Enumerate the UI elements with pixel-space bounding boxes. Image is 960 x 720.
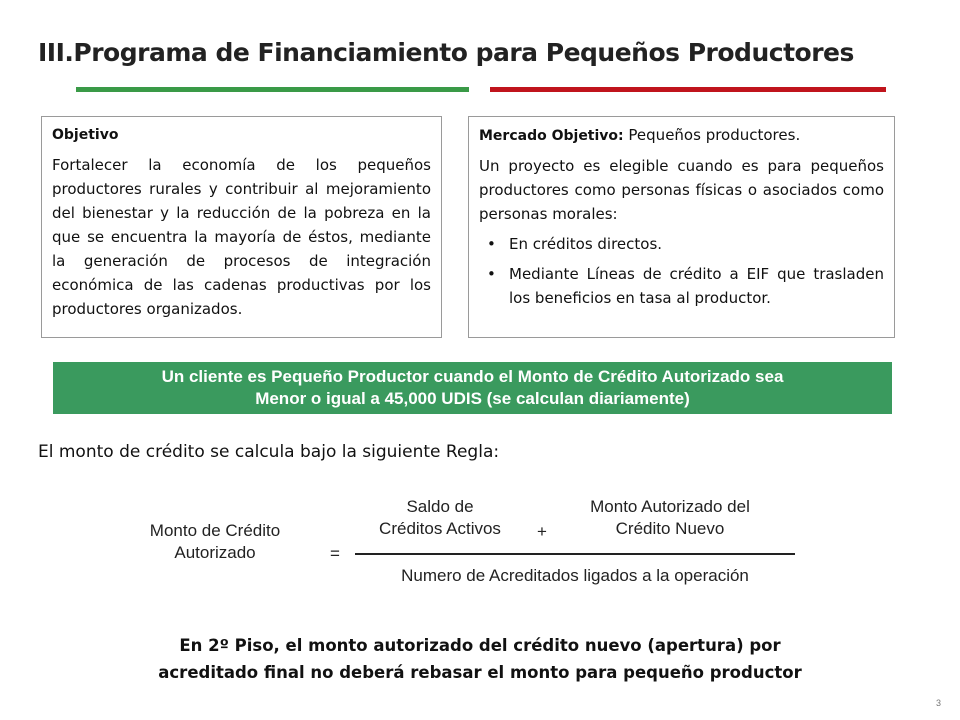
- mercado-text: Un proyecto es elegible cuando es para pequeños productores como personas físicas o asociados como personas morales:: [479, 157, 884, 223]
- formula-numerator-saldo: [355, 496, 525, 540]
- segundo-piso-note: [80, 632, 880, 686]
- formula-denominator: Numero de Acreditados ligados a la operación: [401, 566, 749, 585]
- segundo-piso-line-1: En 2º Piso, el monto autorizado del crédito nuevo (apertura) por: [179, 636, 781, 655]
- page-title: III.Programa de Financiamiento para Pequeños Productores: [38, 38, 854, 67]
- formula-numerator-monto: [560, 496, 780, 540]
- rule-intro-text: El monto de crédito se calcula bajo la siguiente Regla:: [38, 442, 500, 462]
- mercado-bullet-lineas: • Mediante Líneas de crédito a EIF que trasladen los beneficios en tasa al productor.: [509, 262, 884, 310]
- segundo-piso-line-2: acreditado final no deberá rebasar el monto para pequeño productor: [158, 663, 802, 682]
- objetivo-box: [41, 116, 442, 338]
- banner-line-1: Un cliente es Pequeño Productor cuando el Monto de Crédito Autorizado sea: [161, 367, 784, 386]
- banner-line-2: Menor o igual a 45,000 UDIS (se calculan diariamente): [255, 389, 690, 408]
- mercado-bullet-directos: • En créditos directos.: [509, 232, 884, 256]
- objetivo-heading: Objetivo: [52, 127, 119, 143]
- mercado-bullet-list: [479, 232, 884, 310]
- mercado-heading: Mercado Objetivo:: [479, 128, 624, 144]
- formula-lhs: [130, 520, 300, 564]
- mercado-heading-line: [479, 123, 884, 148]
- pequeno-productor-banner: [53, 362, 892, 414]
- objetivo-text: Fortalecer la economía de los pequeños productores rurales y contribuir al mejoramiento del bienestar y la reducción de la pobreza en la que se encuentra la mayoría de éstos, mediante la generación de procesos de integración económica de las cadenas productivas por los productores organizados.: [52, 156, 431, 318]
- formula-fraction-line: [355, 553, 795, 555]
- formula-monto-line-1: Monto Autorizado del: [590, 497, 750, 516]
- formula-monto-line-2: Crédito Nuevo: [615, 519, 725, 538]
- formula-equals: =: [330, 544, 340, 563]
- formula-saldo-line-2: Créditos Activos: [379, 519, 501, 538]
- formula-saldo-line-1: Saldo de: [406, 497, 474, 516]
- mercado-heading-value: Pequeños productores.: [623, 126, 801, 144]
- formula-lhs-line-2: Autorizado: [174, 543, 256, 562]
- page-number: 3: [936, 698, 942, 708]
- red-divider: [490, 87, 886, 92]
- formula-plus: +: [537, 522, 547, 541]
- formula-lhs-line-1: Monto de Crédito: [149, 521, 281, 540]
- mercado-box: [468, 116, 895, 338]
- green-divider: [76, 87, 469, 92]
